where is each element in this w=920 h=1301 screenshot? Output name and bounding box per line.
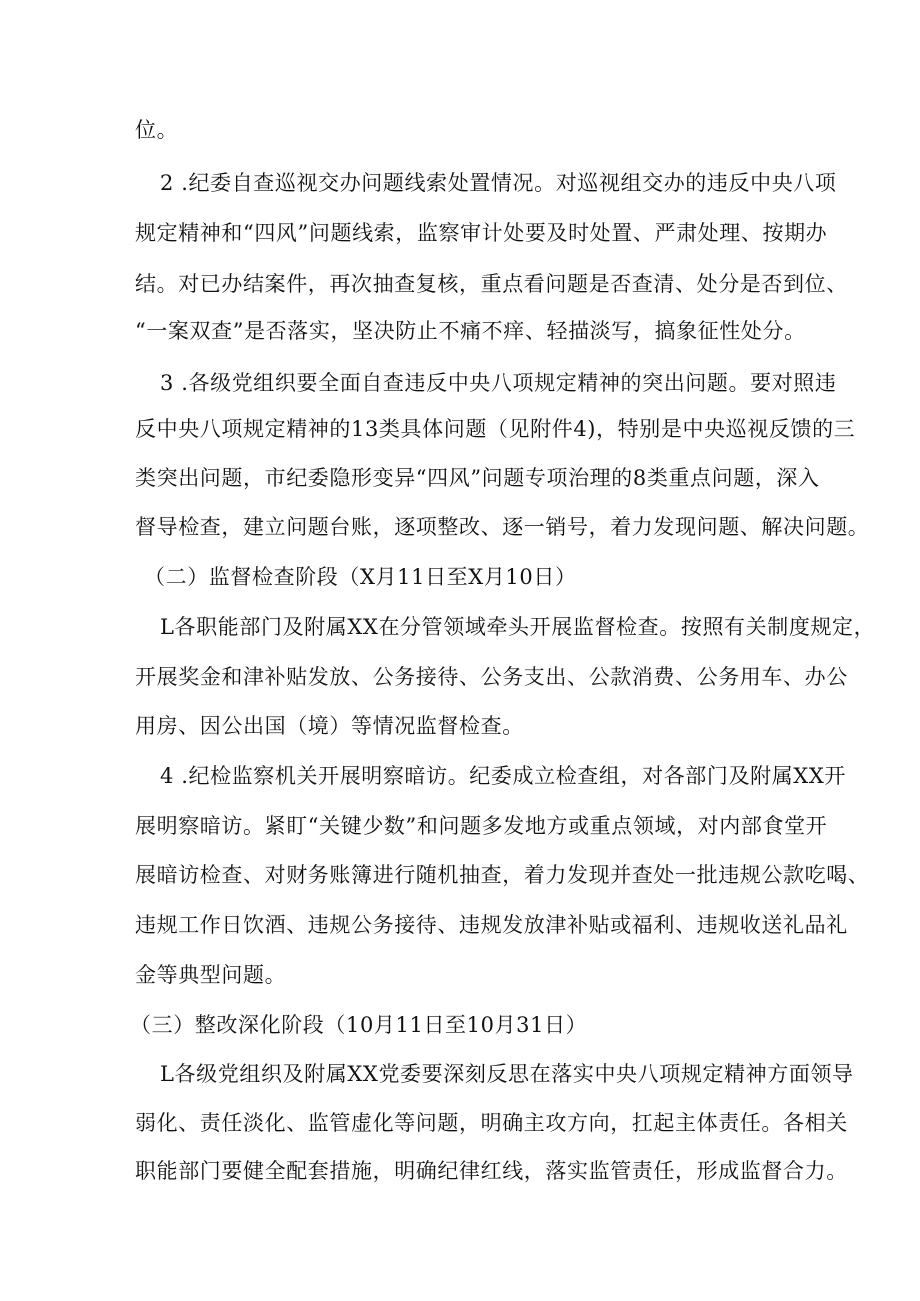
text-line: 违规工作日饮酒、违规公务接待、违规发放津补贴或福利、违规收送礼品礼: [135, 913, 848, 937]
text-line: 规定精神和“四风”问题线索，监察审计处要及时处置、严肃处理、按期办: [135, 221, 828, 245]
text-line: 2 .纪委自查巡视交办问题线索处置情况。对巡视组交办的违反中央八项: [160, 171, 837, 195]
text-line: 反中央八项规定精神的13类具体问题（见附件4)，特别是中央巡视反馈的三: [135, 417, 856, 441]
section-heading: （二）监督检查阶段（X月11日至X月10日）: [144, 565, 577, 589]
text-line: “一案双查”是否落实，坚决防止不痛不痒、轻描淡写，搞象征性处分。: [135, 319, 806, 343]
text-line: 职能部门要健全配套措施，明确纪律红线，落实监管责任，形成监督合力。: [135, 1159, 848, 1183]
text-line: 3 .各级党组织要全面自查违反中央八项规定精神的突出问题。要对照违: [160, 371, 837, 395]
text-line: 展暗访检查、对财务账簿进行随机抽查，着力发现并查处一批违规公款吃喝、: [135, 863, 870, 887]
text-line: 用房、因公出国（境）等情况监督检查。: [135, 714, 524, 738]
text-line: 类突出问题，市纪委隐形变异“四风”问题专项治理的8类重点问题，深入: [135, 466, 820, 490]
text-line: 4 .纪检监察机关开展明察暗访。纪委成立检查组，对各部门及附属XX开: [160, 764, 847, 788]
section-heading: （三）整改深化阶段（10月11日至10月31日）: [130, 1013, 588, 1037]
text-line: 开展奖金和津补贴发放、公务接待、公务支出、公款消费、公务用车、办公: [135, 665, 848, 689]
text-line: 督导检查，建立问题台账，逐项整改、逐一销号，着力发现问题、解决问题。: [135, 515, 870, 539]
text-line: L各级党组织及附属XX党委要深刻反思在落实中央八项规定精神方面领导: [160, 1062, 854, 1086]
text-line: 金等典型问题。: [135, 963, 287, 987]
text-line: 结。对已办结案件，再次抽查复核，重点看问题是否查清、处分是否到位、: [135, 272, 848, 296]
text-line: L各职能部门及附属XX在分管领域牵头开展监督检查。按照有关制度规定，: [160, 615, 876, 639]
text-line: 展明察暗访。紧盯“关键少数”和问题多发地方或重点领域，对内部食堂开: [135, 814, 828, 838]
text-line: 位。: [135, 118, 179, 142]
text-line: 弱化、责任淡化、监管虚化等问题，明确主攻方向，扛起主体责任。各相关: [135, 1111, 848, 1135]
